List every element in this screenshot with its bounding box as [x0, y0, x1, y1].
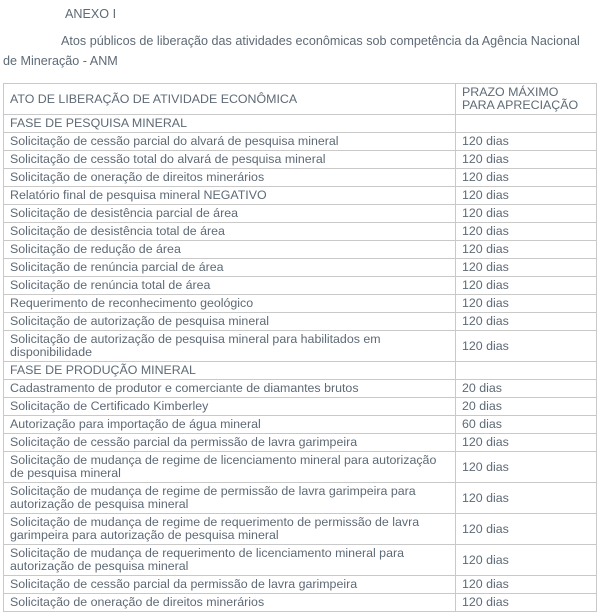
act-row: [4, 133, 597, 151]
intro-paragraph: Atos públicos de liberação das atividades econômicas sob competência da Agência Nacional de Mineração - ANM: [3, 34, 580, 68]
act-row: [4, 205, 597, 223]
annex-heading: ANEXO I: [65, 7, 117, 21]
act-cell: Solicitação de cessão total do alvará de pesquisa mineral: [4, 151, 456, 169]
act-cell: Autorização para importação de água mineral: [4, 416, 456, 434]
deadline-cell: 120 dias: [456, 545, 597, 576]
act-cell: Solicitação de Certificado Kimberley: [4, 398, 456, 416]
act-cell: Solicitação de cessão parcial da permissão de lavra garimpeira: [4, 434, 456, 452]
act-row: [4, 483, 597, 514]
act-row: [4, 151, 597, 169]
section-empty-cell: [456, 115, 597, 133]
act-row: [4, 514, 597, 545]
act-row: [4, 452, 597, 483]
act-cell: Requerimento de reconhecimento geológico: [4, 295, 456, 313]
act-row: [4, 576, 597, 594]
act-cell: Solicitação de cessão parcial da permissão de lavra garimpeira: [4, 576, 456, 594]
deadline-cell: 120 dias: [456, 241, 597, 259]
act-cell: Solicitação de desistência total de área: [4, 223, 456, 241]
acts-table-head: [4, 84, 597, 115]
act-row: [4, 277, 597, 295]
act-row: [4, 545, 597, 576]
deadline-cell: 120 dias: [456, 594, 597, 612]
deadline-cell: 120 dias: [456, 223, 597, 241]
deadline-cell: 120 dias: [456, 295, 597, 313]
act-cell: Solicitação de mudança de requerimento de licenciamento mineral para autorização de pesquisa mineral: [4, 545, 456, 576]
act-row: [4, 313, 597, 331]
col-header-act: ATO DE LIBERAÇÃO DE ATIVIDADE ECONÔMICA: [4, 84, 456, 115]
act-row: [4, 398, 597, 416]
deadline-cell: 120 dias: [456, 205, 597, 223]
act-cell: Solicitação de oneração de direitos minerários: [4, 169, 456, 187]
act-row: [4, 241, 597, 259]
col-header-deadline: PRAZO MÁXIMO PARA APRECIAÇÃO: [456, 84, 597, 115]
deadline-cell: 120 dias: [456, 169, 597, 187]
header-row: [4, 84, 597, 115]
deadline-cell: 120 dias: [456, 151, 597, 169]
act-cell: Solicitação de redução de área: [4, 241, 456, 259]
section-title-cell: FASE DE PESQUISA MINERAL: [4, 115, 456, 133]
act-cell: Solicitação de desistência parcial de área: [4, 205, 456, 223]
deadline-cell: 120 dias: [456, 277, 597, 295]
section-header-row: [4, 115, 597, 133]
act-row: [4, 380, 597, 398]
section-title-cell: FASE DE PRODUÇÃO MINERAL: [4, 362, 456, 380]
section-empty-cell: [456, 362, 597, 380]
act-cell: Solicitação de cessão parcial do alvará de pesquisa mineral: [4, 133, 456, 151]
act-row: [4, 223, 597, 241]
act-cell: Solicitação de mudança de regime de permissão de lavra garimpeira para autorização de pesquisa mineral: [4, 483, 456, 514]
act-cell: Cadastramento de produtor e comerciante de diamantes brutos: [4, 380, 456, 398]
act-row: [4, 259, 597, 277]
act-cell: Solicitação de renúncia parcial de área: [4, 259, 456, 277]
act-cell: Solicitação de mudança de regime de requerimento de permissão de lavra garimpeira para autorização de pesquisa mineral: [4, 514, 456, 545]
deadline-cell: 120 dias: [456, 313, 597, 331]
section-header-row: [4, 362, 597, 380]
act-row: [4, 594, 597, 612]
act-row: [4, 295, 597, 313]
acts-table: [3, 83, 597, 612]
act-cell: Solicitação de autorização de pesquisa mineral para habilitados em disponibilidade: [4, 331, 456, 362]
deadline-cell: 20 dias: [456, 398, 597, 416]
deadline-cell: 120 dias: [456, 452, 597, 483]
deadline-cell: 20 dias: [456, 380, 597, 398]
acts-table-body: [4, 115, 597, 612]
act-row: [4, 187, 597, 205]
deadline-cell: 120 dias: [456, 483, 597, 514]
act-cell: Solicitação de oneração de direitos minerários: [4, 594, 456, 612]
deadline-cell: 120 dias: [456, 331, 597, 362]
deadline-cell: 120 dias: [456, 187, 597, 205]
act-row: [4, 169, 597, 187]
act-cell: Solicitação de mudança de regime de licenciamento mineral para autorização de pesquisa mineral: [4, 452, 456, 483]
deadline-cell: 120 dias: [456, 576, 597, 594]
deadline-cell: 120 dias: [456, 434, 597, 452]
act-cell: Solicitação de autorização de pesquisa mineral: [4, 313, 456, 331]
act-cell: Solicitação de renúncia total de área: [4, 277, 456, 295]
act-cell: Relatório final de pesquisa mineral NEGATIVO: [4, 187, 456, 205]
act-row: [4, 331, 597, 362]
deadline-cell: 60 dias: [456, 416, 597, 434]
act-row: [4, 434, 597, 452]
deadline-cell: 120 dias: [456, 259, 597, 277]
deadline-cell: 120 dias: [456, 514, 597, 545]
deadline-cell: 120 dias: [456, 133, 597, 151]
act-row: [4, 416, 597, 434]
